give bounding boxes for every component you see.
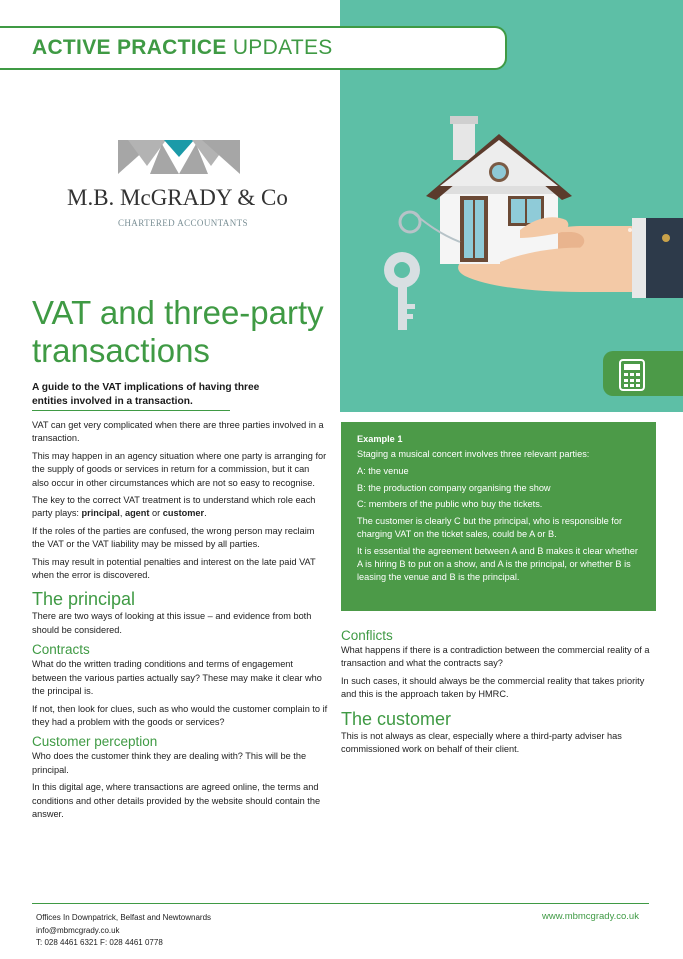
paragraph: If the roles of the parties are confused, the wrong person may reclaim the VAT or the VAT liability may be missed by all parties. (32, 525, 315, 550)
intro-divider (32, 410, 230, 411)
heading-contracts: Contracts (32, 642, 90, 658)
example-line: Staging a musical concert involves three relevant parties: (357, 449, 590, 460)
paragraph: Who does the customer think they are dealing with? This will be the principal. (32, 751, 307, 775)
example-line: B: the production company organising the show (357, 482, 551, 493)
article-intro: A guide to the VAT implications of having three entities involved in a transaction. (32, 382, 260, 407)
paragraph: The key to the correct VAT treatment is to understand which role each party plays: principal, agent or customer. (32, 495, 316, 519)
heading-the-customer: The customer (341, 708, 452, 729)
example-line: It is essential the agreement between A and B makes it clear whether A is hiring B to put on a show, and A is the principal, or whether B is leasing the venue and B is the principal. (357, 545, 638, 583)
heading-customer-perception: Customer perception (32, 734, 158, 750)
footer-website-link[interactable]: www.mbmcgrady.co.uk (542, 911, 639, 922)
heading-conflicts: Conflicts (341, 628, 393, 643)
footer-phones: T: 028 4461 6321 F: 028 4461 0778 (36, 938, 163, 947)
right-column (341, 624, 656, 760)
heading-principal: The principal (32, 589, 136, 610)
firm-subtitle: CHARTERED ACCOUNTANTS (118, 218, 248, 228)
footer-offices: Offices In Downpatrick, Belfast and Newtownards (36, 913, 212, 922)
left-column (32, 419, 328, 825)
paragraph: In this digital age, where transactions are agreed online, the terms and conditions and other details provided by the website should contain the answer. (32, 782, 321, 819)
role-agent: agent (124, 508, 150, 519)
title-bold: ACTIVE PRACTICE (32, 36, 227, 59)
example-line: C: members of the public who buy the tickets. (357, 499, 543, 510)
calculator-tab (603, 351, 683, 396)
title-light: UPDATES (232, 36, 333, 59)
example-line: The customer is clearly C but the principal, who is responsible for charging VAT on the ticket sales, could be A or B. (357, 516, 623, 540)
paragraph: In such cases, it should always be the commercial reality that takes priority and this is the approach taken by HMRC. (341, 675, 645, 700)
paragraph: This is not always as clear, especially where a third-party adviser has commissioned work on behalf of their client. (341, 730, 622, 755)
paragraph: This may happen in an agency situation where one party is arranging for the supply of goods or services in return for a commission, but it can also occur in other circumstances which are not so easy to recognise. (32, 450, 327, 488)
paragraph: VAT can get very complicated when there are three parties involved in a transaction. (32, 420, 324, 444)
paragraph: This may result in potential penalties and interest on the late paid VAT when the error is discovered. (32, 556, 316, 581)
footer-divider (32, 903, 649, 904)
example-line: A: the venue (357, 465, 409, 476)
role-principal: principal (81, 508, 120, 519)
logo-mark (118, 140, 240, 179)
firm-name: M.B. McGRADY & Co (67, 185, 288, 210)
footer-email[interactable]: info@mbmcgrady.co.uk (36, 925, 120, 935)
paragraph: What do the written trading conditions and terms of engagement between the various parties actually say? These may make it clear who the principal is. (32, 659, 322, 697)
paragraph: There are two ways of looking at this issue – and evidence from both should be considered. (32, 611, 312, 635)
role-customer: customer (162, 508, 205, 519)
issue-date: OCTOBER 2017 (378, 40, 467, 52)
calculator-icon (619, 359, 645, 391)
example-title: Example 1 (357, 434, 403, 444)
newsletter-title (32, 36, 333, 60)
paragraph: What happens if there is a contradiction between the commercial reality of a transaction and what the contracts say? (341, 645, 650, 669)
paragraph: If not, then look for clues, such as who would the customer complain to if they had a problem with the goods or services? (32, 703, 328, 727)
article-title: VAT and three-party transactions (32, 294, 324, 369)
example-box (341, 422, 656, 611)
footer-contact (36, 912, 211, 950)
